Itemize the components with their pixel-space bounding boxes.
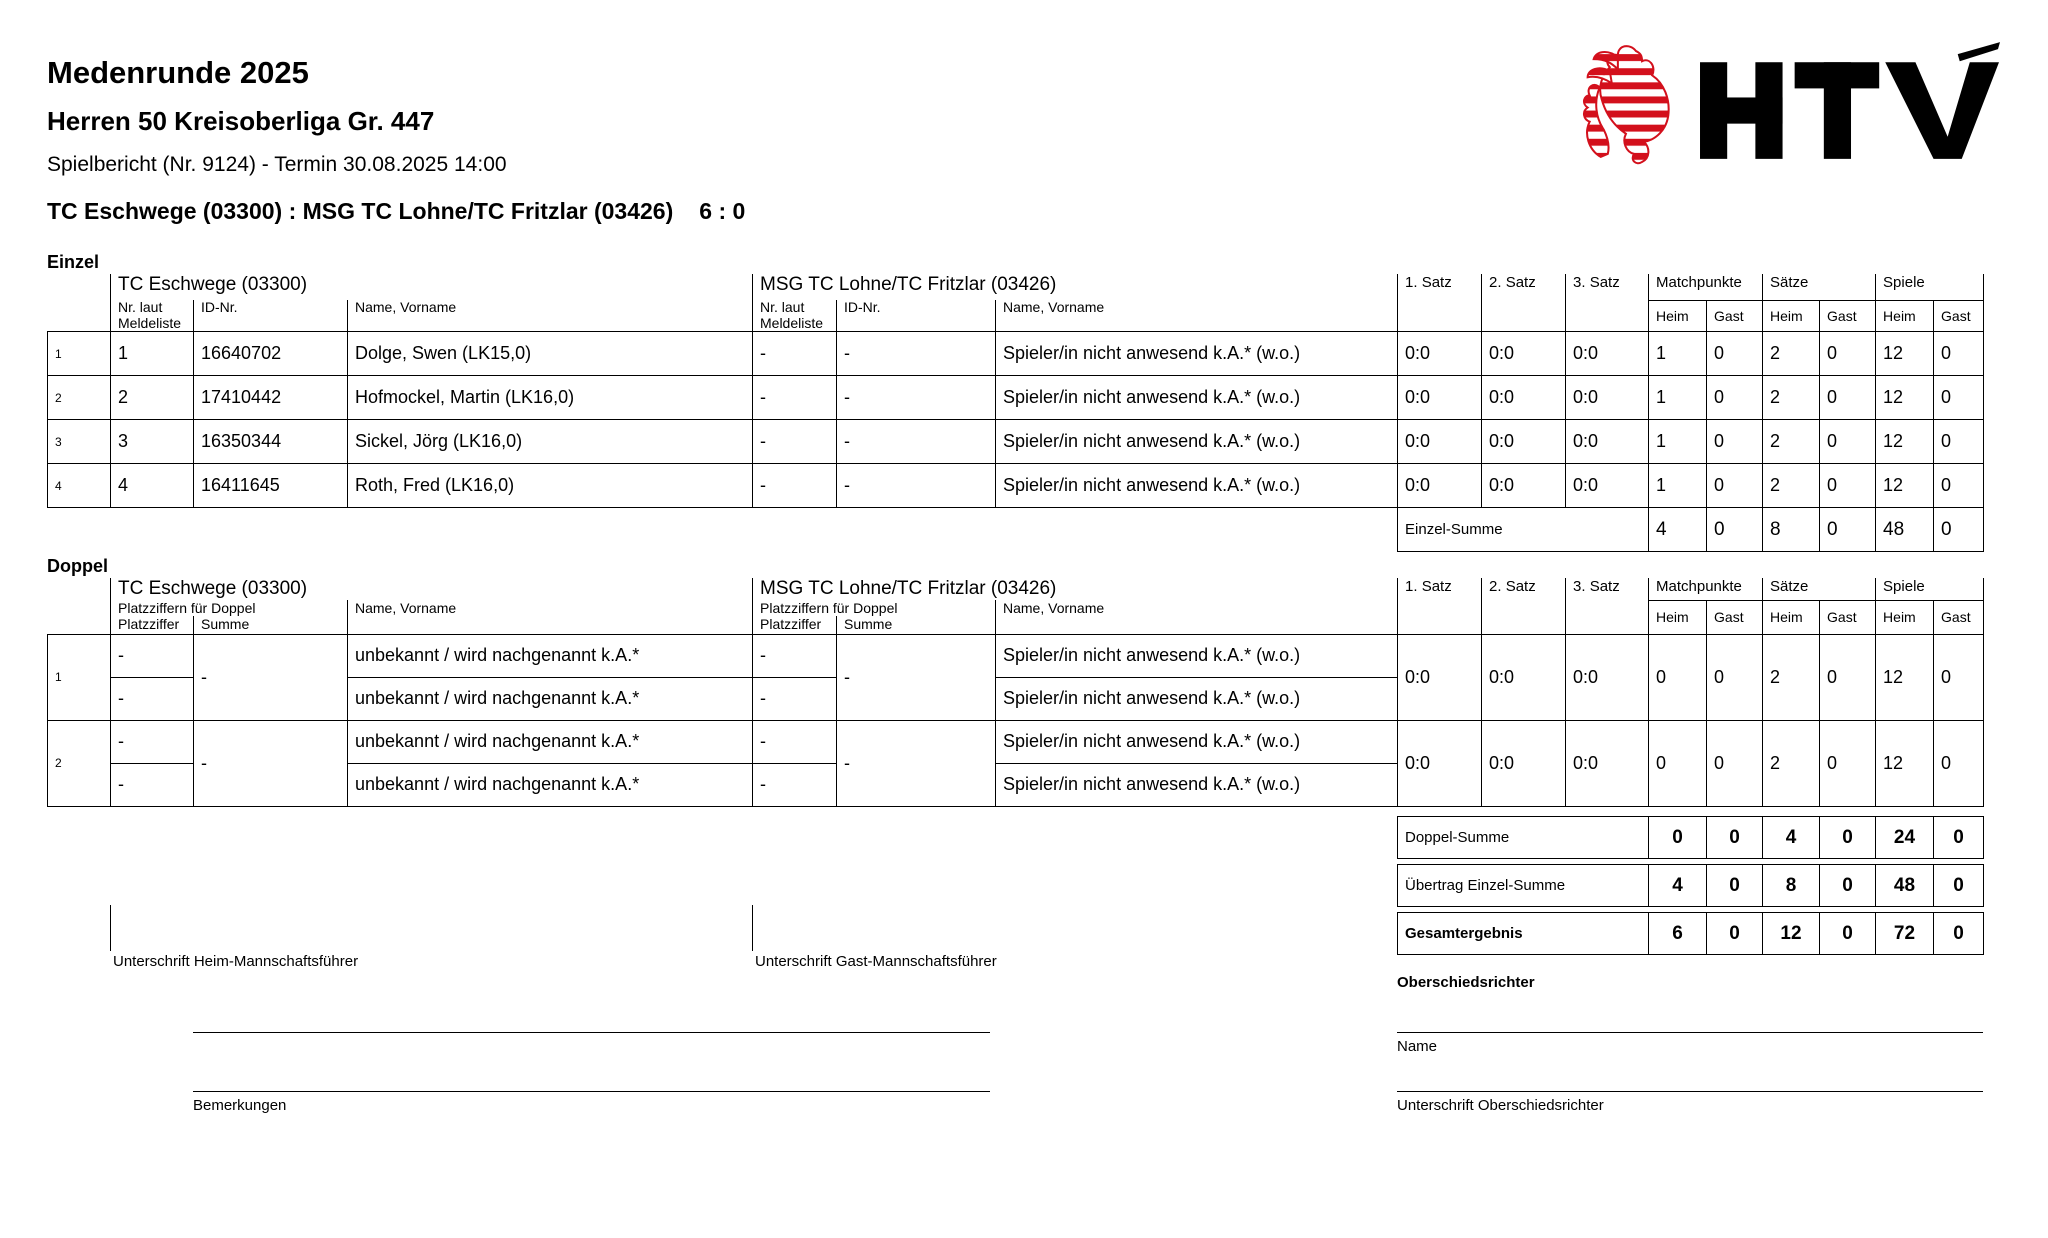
report-info-line: Spielbericht (Nr. 9124) - Termin 30.08.2025 14:00 [47, 153, 507, 176]
saetze-gast-header: Gast [1820, 300, 1876, 332]
spiele-heim-header: Heim [1876, 600, 1934, 634]
val-mp-gast: 0 [1707, 865, 1763, 907]
spiele-heim: 12 [1876, 420, 1934, 464]
satz2-result: 0:0 [1482, 420, 1566, 464]
home-player-name: unbekannt / wird nachgenannt k.A.* [348, 763, 753, 806]
saetze-gast: 0 [1820, 376, 1876, 420]
saetze-gast: 0 [1820, 634, 1876, 720]
spiele-heim: 12 [1876, 634, 1934, 720]
guest-team-header: MSG TC Lohne/TC Fritzlar (03426) [753, 578, 1398, 600]
gesamtergebnis-label: Gesamtergebnis [1398, 913, 1649, 955]
satz2-result: 0:0 [1482, 464, 1566, 508]
mp-gast: 0 [1707, 332, 1763, 376]
val-spiele-gast: 0 [1934, 817, 1984, 859]
doppel-summe-label: Doppel-Summe [1398, 817, 1649, 859]
einzel-row-3 [48, 420, 1984, 464]
doppel-table [47, 578, 1984, 807]
spiele-gast: 0 [1934, 420, 1984, 464]
satz1-result: 0:0 [1398, 420, 1482, 464]
row-position: 1 [48, 634, 111, 720]
home-meldeliste-nr: 1 [111, 332, 194, 376]
guest-platzziffern-group-header: Platzziffern für Doppel [753, 600, 996, 616]
val-mp-heim: 4 [1649, 865, 1707, 907]
remarks-line-2 [193, 1091, 990, 1092]
satz3-result: 0:0 [1566, 376, 1649, 420]
guest-player-name: Spieler/in nicht anwesend k.A.* (w.o.) [996, 464, 1398, 508]
saetze-heim: 2 [1763, 634, 1820, 720]
val-saetze-gast: 0 [1820, 913, 1876, 955]
saetze-heim-header: Heim [1763, 600, 1820, 634]
home-summe-col-header: Summe [194, 616, 348, 634]
corner-cell [48, 274, 111, 332]
satz1-result: 0:0 [1398, 634, 1482, 720]
home-name-col-header: Name, Vorname [348, 300, 753, 332]
val-mp-heim: 0 [1649, 817, 1707, 859]
home-signature-tick [110, 905, 111, 951]
saetze-gast: 0 [1820, 464, 1876, 508]
home-team-header: TC Eschwege (03300) [111, 578, 753, 600]
mp-gast-header: Gast [1707, 300, 1763, 332]
satz2-result: 0:0 [1482, 332, 1566, 376]
home-id-nr: 17410442 [194, 376, 348, 420]
satz1-result: 0:0 [1398, 376, 1482, 420]
uebertrag-einzel-summe-box [1397, 864, 1984, 907]
guest-signature-label: Unterschrift Gast-Mannschaftsführer [755, 953, 997, 970]
doppel-section-label: Doppel [47, 556, 108, 576]
satz3-result: 0:0 [1566, 720, 1649, 806]
spiele-heim-header: Heim [1876, 300, 1934, 332]
spiele-gast: 0 [1934, 720, 1984, 806]
spiele-gast: 0 [1934, 376, 1984, 420]
home-platzziffer-col-header: Platzziffer [111, 616, 194, 634]
home-platzziffern-group-header: Platzziffern für Doppel [111, 600, 348, 616]
home-player-name: unbekannt / wird nachgenannt k.A.* [348, 677, 753, 720]
guest-id-nr: - [837, 464, 996, 508]
guest-player-name: Spieler/in nicht anwesend k.A.* (w.o.) [996, 634, 1398, 677]
row-position: 2 [48, 376, 111, 420]
row-position: 3 [48, 420, 111, 464]
satz3-result: 0:0 [1566, 420, 1649, 464]
guest-player-name: Spieler/in nicht anwesend k.A.* (w.o.) [996, 332, 1398, 376]
guest-player-name: Spieler/in nicht anwesend k.A.* (w.o.) [996, 763, 1398, 806]
doppel-header-row-1 [48, 578, 1984, 600]
spiele-heim: 12 [1876, 376, 1934, 420]
guest-platzziffer: - [753, 763, 837, 806]
guest-id-nr: - [837, 376, 996, 420]
saetze-gast: 0 [1820, 420, 1876, 464]
mp-heim-header: Heim [1649, 300, 1707, 332]
einzel-summe-row [48, 508, 1984, 552]
satz2-header: 2. Satz [1482, 578, 1566, 634]
mp-heim: 0 [1649, 720, 1707, 806]
home-platzziffer: - [111, 677, 194, 720]
spiele-heim: 12 [1876, 720, 1934, 806]
referee-signature-label: Unterschrift Oberschiedsrichter [1397, 1097, 1604, 1114]
einzel-row-2 [48, 376, 1984, 420]
htv-lion-icon [1578, 40, 1690, 166]
satz3-header: 3. Satz [1566, 274, 1649, 332]
val-spiele-heim: 24 [1876, 817, 1934, 859]
home-platz-summe: - [194, 634, 348, 720]
mp-heim: 0 [1649, 634, 1707, 720]
spacer-cell [48, 508, 1398, 552]
home-id-col-header: ID-Nr. [194, 300, 348, 332]
satz1-result: 0:0 [1398, 332, 1482, 376]
home-player-name: unbekannt / wird nachgenannt k.A.* [348, 720, 753, 763]
guest-id-nr: - [837, 332, 996, 376]
guest-meldeliste-nr: - [753, 420, 837, 464]
einzel-row-4 [48, 464, 1984, 508]
guest-platzziffer-col-header: Platzziffer [753, 616, 837, 634]
match-pairing: TC Eschwege (03300) : MSG TC Lohne/TC Fritzlar (03426) [47, 198, 674, 224]
gesamtergebnis-row [1398, 913, 1984, 955]
saetze-heim: 2 [1763, 420, 1820, 464]
val-spiele-gast: 0 [1934, 913, 1984, 955]
mp-gast-header: Gast [1707, 600, 1763, 634]
guest-name-col-header: Name, Vorname [996, 300, 1398, 332]
saetze-heim: 2 [1763, 464, 1820, 508]
guest-meldeliste-nr: - [753, 332, 837, 376]
satz1-header: 1. Satz [1398, 274, 1482, 332]
corner-cell [48, 578, 111, 634]
satz3-header: 3. Satz [1566, 578, 1649, 634]
guest-meldeliste-nr: - [753, 464, 837, 508]
home-platzziffer: - [111, 634, 194, 677]
home-id-nr: 16411645 [194, 464, 348, 508]
row-position: 2 [48, 720, 111, 806]
saetze-gast: 0 [1820, 720, 1876, 806]
htv-logo [1578, 40, 2000, 166]
matchpunkte-header: Matchpunkte [1649, 274, 1763, 300]
saetze-header: Sätze [1763, 578, 1876, 600]
mp-gast: 0 [1707, 376, 1763, 420]
spiele-gast-header: Gast [1934, 300, 1984, 332]
einzel-summe-saetze-heim: 8 [1763, 508, 1820, 552]
league-subtitle: Herren 50 Kreisoberliga Gr. 447 [47, 106, 435, 136]
satz2-header: 2. Satz [1482, 274, 1566, 332]
doppel-summe-row [1398, 817, 1984, 859]
val-saetze-gast: 0 [1820, 817, 1876, 859]
home-player-name: unbekannt / wird nachgenannt k.A.* [348, 634, 753, 677]
htv-wordmark [1698, 40, 2000, 166]
spiele-gast: 0 [1934, 634, 1984, 720]
referee-name-label: Name [1397, 1038, 1438, 1055]
guest-player-name: Spieler/in nicht anwesend k.A.* (w.o.) [996, 677, 1398, 720]
satz2-result: 0:0 [1482, 634, 1566, 720]
guest-summe-col-header: Summe [837, 616, 996, 634]
val-spiele-heim: 48 [1876, 865, 1934, 907]
doppel-header-row-2 [48, 600, 1984, 616]
guest-name-col-header: Name, Vorname [996, 600, 1398, 634]
einzel-table [47, 274, 1984, 552]
guest-platz-summe: - [837, 634, 996, 720]
guest-meldeliste-nr: - [753, 376, 837, 420]
val-mp-gast: 0 [1707, 913, 1763, 955]
home-meldeliste-nr: 4 [111, 464, 194, 508]
spiele-gast: 0 [1934, 464, 1984, 508]
mp-heim: 1 [1649, 376, 1707, 420]
satz1-result: 0:0 [1398, 464, 1482, 508]
spiele-heim: 12 [1876, 464, 1934, 508]
satz2-result: 0:0 [1482, 376, 1566, 420]
mp-gast: 0 [1707, 464, 1763, 508]
doppel-row-2a [48, 720, 1984, 763]
guest-player-name: Spieler/in nicht anwesend k.A.* (w.o.) [996, 376, 1398, 420]
satz3-result: 0:0 [1566, 332, 1649, 376]
doppel-summe-box [1397, 816, 1984, 859]
einzel-summe-mp-gast: 0 [1707, 508, 1763, 552]
match-score: 6 : 0 [699, 198, 746, 224]
uebertrag-row [1398, 865, 1984, 907]
einzel-summe-saetze-gast: 0 [1820, 508, 1876, 552]
spiele-header: Spiele [1876, 578, 1984, 600]
val-saetze-heim: 12 [1763, 913, 1820, 955]
guest-id-nr: - [837, 420, 996, 464]
guest-team-header: MSG TC Lohne/TC Fritzlar (03426) [753, 274, 1398, 300]
saetze-heim-header: Heim [1763, 300, 1820, 332]
mp-heim-header: Heim [1649, 600, 1707, 634]
mp-heim: 1 [1649, 420, 1707, 464]
remarks-line-1 [193, 1032, 990, 1033]
mp-gast: 0 [1707, 720, 1763, 806]
saetze-heim: 2 [1763, 376, 1820, 420]
satz1-result: 0:0 [1398, 720, 1482, 806]
row-position: 4 [48, 464, 111, 508]
einzel-summe-spiele-gast: 0 [1934, 508, 1984, 552]
match-result-line [47, 198, 745, 225]
referee-name-line [1397, 1032, 1983, 1033]
guest-platz-summe: - [837, 720, 996, 806]
home-platz-summe: - [194, 720, 348, 806]
home-platzziffer: - [111, 763, 194, 806]
page-title: Medenrunde 2025 [47, 55, 309, 90]
guest-signature-tick [752, 905, 753, 951]
saetze-header: Sätze [1763, 274, 1876, 300]
home-player-name: Roth, Fred (LK16,0) [348, 464, 753, 508]
satz3-result: 0:0 [1566, 464, 1649, 508]
val-spiele-gast: 0 [1934, 865, 1984, 907]
einzel-summe-mp-heim: 4 [1649, 508, 1707, 552]
einzel-summe-spiele-heim: 48 [1876, 508, 1934, 552]
row-position: 1 [48, 332, 111, 376]
guest-id-col-header: ID-Nr. [837, 300, 996, 332]
guest-nr-col-header: Nr. laut Meldeliste [753, 300, 837, 332]
saetze-heim: 2 [1763, 332, 1820, 376]
home-name-col-header: Name, Vorname [348, 600, 753, 634]
einzel-header-row-1 [48, 274, 1984, 300]
mp-heim: 1 [1649, 332, 1707, 376]
home-meldeliste-nr: 3 [111, 420, 194, 464]
val-saetze-gast: 0 [1820, 865, 1876, 907]
einzel-summe-label: Einzel-Summe [1398, 508, 1649, 552]
home-nr-col-header: Nr. laut Meldeliste [111, 300, 194, 332]
satz3-result: 0:0 [1566, 634, 1649, 720]
satz2-result: 0:0 [1482, 720, 1566, 806]
gesamtergebnis-box [1397, 912, 1984, 955]
einzel-row-1 [48, 332, 1984, 376]
mp-gast: 0 [1707, 634, 1763, 720]
home-meldeliste-nr: 2 [111, 376, 194, 420]
matchpunkte-header: Matchpunkte [1649, 578, 1763, 600]
uebertrag-label: Übertrag Einzel-Summe [1398, 865, 1649, 907]
guest-platzziffer: - [753, 634, 837, 677]
val-saetze-heim: 8 [1763, 865, 1820, 907]
home-platzziffer: - [111, 720, 194, 763]
guest-player-name: Spieler/in nicht anwesend k.A.* (w.o.) [996, 720, 1398, 763]
referee-heading: Oberschiedsrichter [1397, 974, 1535, 991]
mp-gast: 0 [1707, 420, 1763, 464]
spiele-gast: 0 [1934, 332, 1984, 376]
spiele-header: Spiele [1876, 274, 1984, 300]
guest-player-name: Spieler/in nicht anwesend k.A.* (w.o.) [996, 420, 1398, 464]
doppel-row-1a [48, 634, 1984, 677]
remarks-label: Bemerkungen [193, 1097, 287, 1114]
satz1-header: 1. Satz [1398, 578, 1482, 634]
saetze-gast-header: Gast [1820, 600, 1876, 634]
val-spiele-heim: 72 [1876, 913, 1934, 955]
home-player-name: Dolge, Swen (LK15,0) [348, 332, 753, 376]
val-saetze-heim: 4 [1763, 817, 1820, 859]
val-mp-heim: 6 [1649, 913, 1707, 955]
mp-heim: 1 [1649, 464, 1707, 508]
guest-platzziffer: - [753, 677, 837, 720]
saetze-gast: 0 [1820, 332, 1876, 376]
home-signature-label: Unterschrift Heim-Mannschaftsführer [113, 953, 359, 970]
einzel-section-label: Einzel [47, 252, 100, 272]
val-mp-gast: 0 [1707, 817, 1763, 859]
referee-signature-line [1397, 1091, 1983, 1092]
home-id-nr: 16640702 [194, 332, 348, 376]
guest-platzziffer: - [753, 720, 837, 763]
home-player-name: Sickel, Jörg (LK16,0) [348, 420, 753, 464]
spiele-heim: 12 [1876, 332, 1934, 376]
home-team-header: TC Eschwege (03300) [111, 274, 753, 300]
home-id-nr: 16350344 [194, 420, 348, 464]
einzel-header-row-2 [48, 300, 1984, 332]
spiele-gast-header: Gast [1934, 600, 1984, 634]
home-player-name: Hofmockel, Martin (LK16,0) [348, 376, 753, 420]
saetze-heim: 2 [1763, 720, 1820, 806]
